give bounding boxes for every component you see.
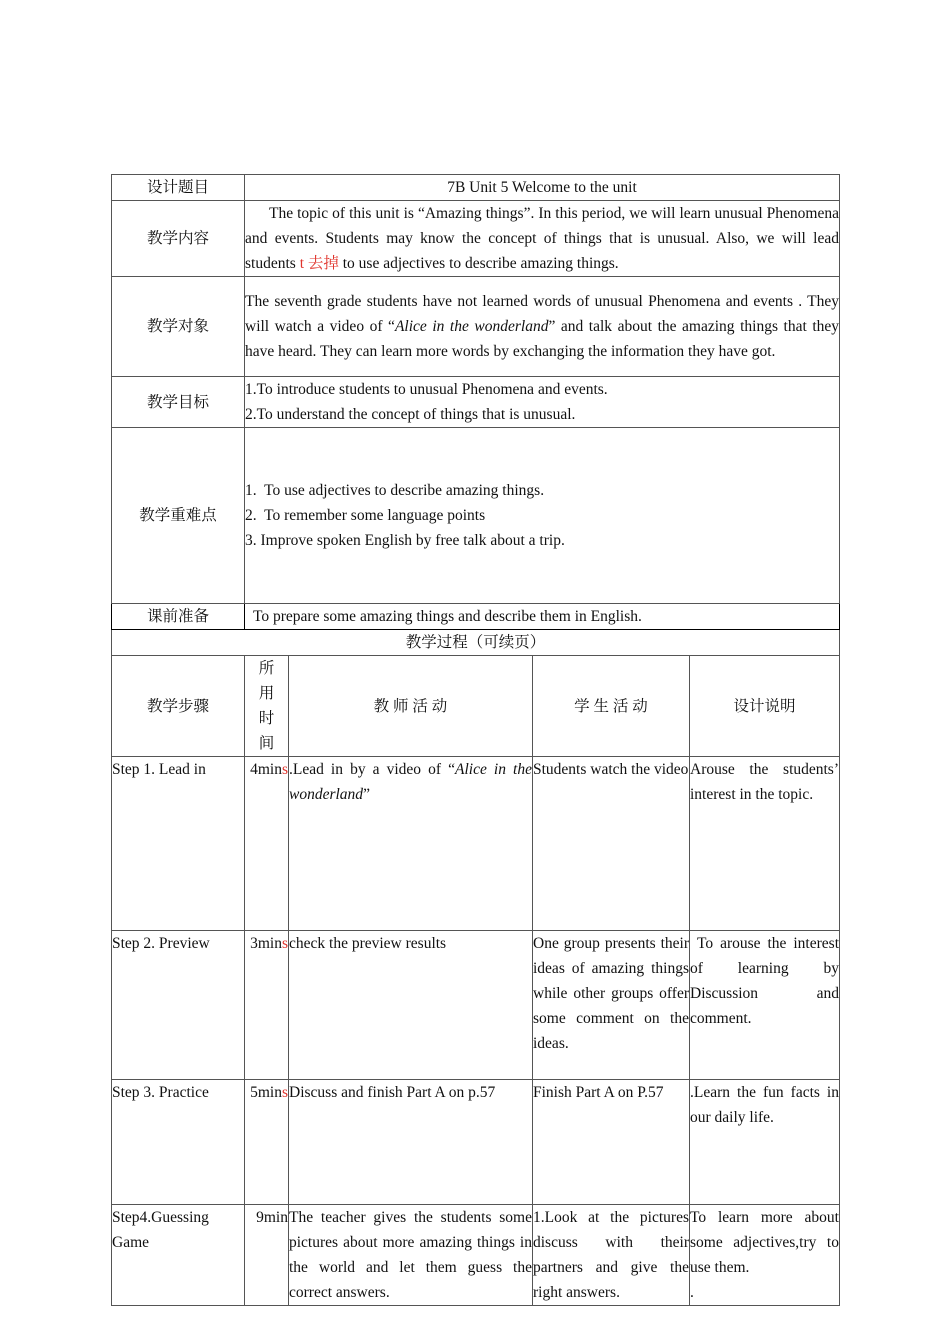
goals-text xyxy=(245,377,840,428)
header-step: 教学步骤 xyxy=(112,656,245,757)
content-row xyxy=(112,201,840,277)
goals-row xyxy=(112,377,840,428)
teacher-activity: .Lead in by a video of “Alice in the wonderland” xyxy=(289,757,533,931)
step-row xyxy=(112,931,840,1080)
objects-label: 教学对象 xyxy=(112,277,245,377)
keypoint-line: 2. To remember some language points xyxy=(245,507,486,524)
prep-label: 课前准备 xyxy=(112,604,245,630)
student-activity: One group presents their ideas of amazing things while other groups offer some comment on the ideas. xyxy=(533,931,690,1080)
objects-text: The seventh grade students have not learned words of unusual Phenomena and events . They will watch a video of “Alice in the wonderland” and talk about the amazing things that they have heard. They can learn more words by exchanging the information they have got. xyxy=(245,277,840,377)
step-name: Step 1. Lead in xyxy=(112,757,245,931)
teacher-activity: The teacher gives the students some pictures about more amazing things in the world and let them guess the correct answers. xyxy=(289,1205,533,1306)
header-time: 所 用 时 间 xyxy=(245,656,289,757)
process-title: 教学过程（可续页） xyxy=(112,630,840,656)
goals-label: 教学目标 xyxy=(112,377,245,428)
process-header-row xyxy=(112,656,840,757)
step-name: Step4.Guessing Game xyxy=(112,1205,245,1306)
process-title-row xyxy=(112,630,840,656)
step-name: Step 3. Practice xyxy=(112,1080,245,1205)
step-time: 5mins xyxy=(245,1080,289,1205)
goal-line: 1.To introduce students to unusual Phenomena and events. xyxy=(245,381,608,398)
header-teacher: 教 师 活 动 xyxy=(289,656,533,757)
student-activity: Students watch the video xyxy=(533,757,690,931)
topic-value: 7B Unit 5 Welcome to the unit xyxy=(245,175,840,201)
lesson-plan-table xyxy=(111,174,843,1306)
keypoint-line: 3. Improve spoken English by free talk about a trip. xyxy=(245,532,565,549)
topic-row xyxy=(112,175,840,201)
header-student: 学 生 活 动 xyxy=(533,656,690,757)
step-row xyxy=(112,757,840,931)
student-activity: Finish Part A on P.57 xyxy=(533,1080,690,1205)
keypoint-line: 1. To use adjectives to describe amazing things. xyxy=(245,482,545,499)
content-label: 教学内容 xyxy=(112,201,245,277)
step-time: 3mins xyxy=(245,931,289,1080)
topic-label: 设计题目 xyxy=(112,175,245,201)
keypoints-text xyxy=(245,428,840,604)
design-note: Arouse the students’ interest in the topic. xyxy=(690,757,840,931)
student-activity: 1.Look at the pictures discuss with their partners and give the right answers. xyxy=(533,1205,690,1306)
teacher-activity: check the preview results xyxy=(289,931,533,1080)
step-time: 9min xyxy=(245,1205,289,1306)
step-row xyxy=(112,1205,840,1306)
teacher-activity: Discuss and finish Part A on p.57 xyxy=(289,1080,533,1205)
design-note: To arouse the interest of learning by Discussion and comment. xyxy=(690,931,840,1080)
step-time: 4mins xyxy=(245,757,289,931)
objects-row xyxy=(112,277,840,377)
keypoints-label: 教学重难点 xyxy=(112,428,245,604)
lesson-plan xyxy=(111,174,843,1306)
prep-row xyxy=(112,604,840,630)
header-design: 设计说明 xyxy=(690,656,840,757)
goal-line: 2.To understand the concept of things that is unusual. xyxy=(245,406,576,423)
content-text: The topic of this unit is “Amazing things”. In this period, we will learn unusual Phenomena and events. Students may know the concept of things that is unusual. Also, we will lead students t 去掉 to use adjectives to describe amazing things. xyxy=(245,201,840,277)
keypoints-row xyxy=(112,428,840,604)
step-row xyxy=(112,1080,840,1205)
design-note: .Learn the fun facts in our daily life. xyxy=(690,1080,840,1205)
prep-value: To prepare some amazing things and describe them in English. xyxy=(245,604,840,630)
step-name: Step 2. Preview xyxy=(112,931,245,1080)
design-note: To learn more about some adjectives,try to use them. . xyxy=(690,1205,840,1306)
edit-mark: t 去掉 xyxy=(299,255,339,272)
